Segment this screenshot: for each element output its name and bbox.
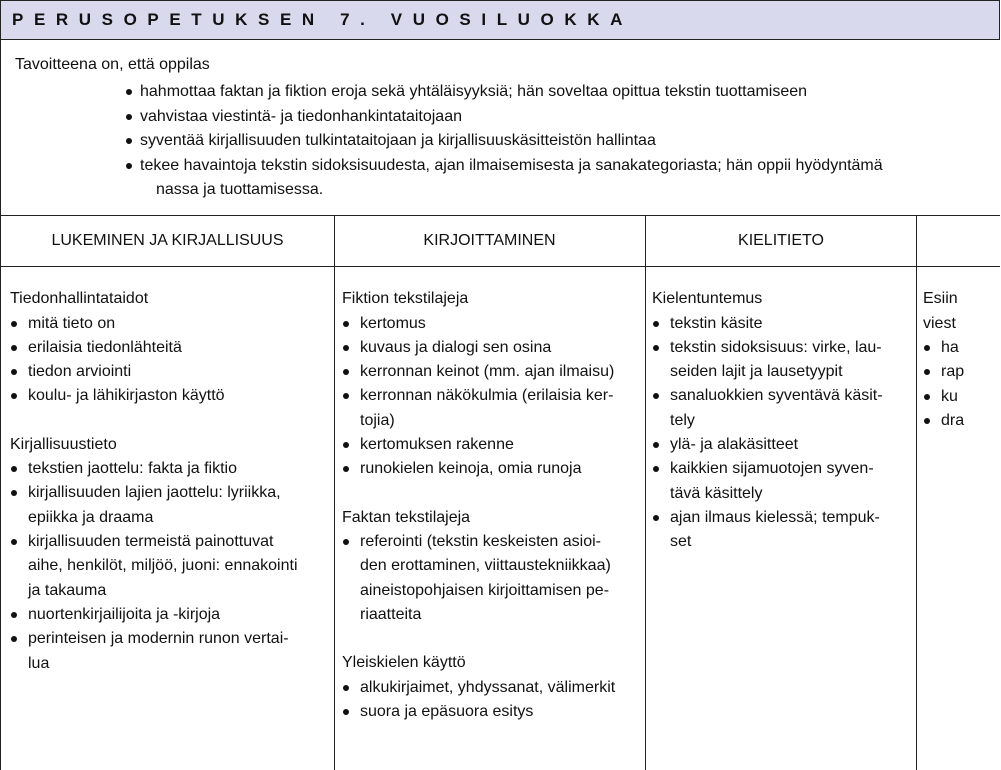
bullet-icon	[924, 418, 930, 424]
list-item: sanaluokkien syventävä käsit- tely	[652, 384, 914, 433]
bullet-icon	[924, 394, 930, 400]
goals-section	[0, 40, 1000, 216]
bullet-icon	[653, 466, 659, 472]
bullet-icon	[11, 612, 17, 618]
list-item: rap	[923, 360, 993, 384]
item-list	[342, 676, 642, 725]
list-item: ha	[923, 336, 993, 360]
section-title: viest	[923, 314, 956, 332]
section-title: Yleiskielen käyttö	[342, 654, 466, 672]
writing-column	[342, 287, 642, 724]
list-item: referointi (tekstin keskeisten asioi- den erottaminen, viittaustekniikkaa) aineistopohjaisen kirjoittamisen pe- riaatteita	[342, 530, 642, 627]
list-item: mitä tieto on	[10, 312, 332, 336]
goal-list	[124, 80, 883, 203]
bullet-icon	[11, 393, 17, 399]
column-header-speaking	[917, 216, 1001, 266]
bullet-icon	[343, 321, 349, 327]
list-item: dra	[923, 409, 993, 433]
list-item: nuortenkirjailijoita ja -kirjoja	[10, 603, 332, 627]
list-item: suora ja epäsuora esitys	[342, 700, 642, 724]
item-list	[923, 336, 993, 433]
list-item: runokielen keinoja, omia runoja	[342, 457, 642, 481]
goal-item: hahmottaa faktan ja fiktion eroja sekä yhtäläisyyksiä; hän soveltaa opittua tekstin tuottamiseen	[124, 80, 883, 105]
item-list	[10, 457, 332, 676]
bullet-icon	[343, 709, 349, 715]
bullet-icon	[126, 138, 132, 144]
bullet-icon	[343, 345, 349, 351]
goal-item: vahvistaa viestintä- ja tiedonhankintataitojaan	[124, 105, 883, 130]
column-headers	[0, 216, 1000, 267]
bullet-icon	[126, 114, 132, 120]
column-header-language: KIELITIETO	[738, 232, 824, 249]
bullet-icon	[653, 393, 659, 399]
list-item: kaikkien sijamuotojen syven- tävä käsittely	[652, 457, 914, 506]
list-item: kertomus	[342, 312, 642, 336]
bullet-icon	[343, 466, 349, 472]
bullet-icon	[126, 163, 132, 169]
bullet-icon	[653, 515, 659, 521]
list-item: ku	[923, 385, 993, 409]
bullet-icon	[653, 345, 659, 351]
list-item: kertomuksen rakenne	[342, 433, 642, 457]
list-item: perinteisen ja modernin runon vertai- lua	[10, 627, 332, 676]
list-item: ajan ilmaus kielessä; tempuk- set	[652, 506, 914, 555]
bullet-icon	[653, 442, 659, 448]
reading-column	[10, 287, 332, 676]
goal-item: tekee havaintoja tekstin sidoksisuudesta, ajan ilmaisemisesta ja sanakategoriasta; hän oppii hyödyntämä nassa ja tuottamisessa.	[124, 154, 883, 203]
column-divider	[645, 216, 646, 266]
list-item: tiedon arviointi	[10, 360, 332, 384]
column-header-reading: LUKEMINEN JA KIRJALLISUUS	[51, 232, 284, 249]
bullet-icon	[11, 466, 17, 472]
list-item: tekstin sidoksisuus: virke, lau- seiden lajit ja lausetyypit	[652, 336, 914, 385]
item-list	[10, 312, 332, 409]
list-item: kirjallisuuden lajien jaottelu: lyriikka, epiikka ja draama	[10, 481, 332, 530]
list-item: ylä- ja alakäsitteet	[652, 433, 914, 457]
item-list	[342, 530, 642, 627]
item-list	[652, 312, 914, 555]
bullet-icon	[343, 685, 349, 691]
list-item: kuvaus ja dialogi sen osina	[342, 336, 642, 360]
column-header-writing: KIRJOITTAMINEN	[423, 232, 556, 249]
bullet-icon	[343, 442, 349, 448]
list-item: tekstien jaottelu: fakta ja fiktio	[10, 457, 332, 481]
page-title: PERUSOPETUKSEN 7. VUOSILUOKKA	[12, 10, 634, 29]
bullet-icon	[11, 321, 17, 327]
bullet-icon	[653, 321, 659, 327]
list-item: alkukirjaimet, yhdyssanat, välimerkit	[342, 676, 642, 700]
bullet-icon	[11, 636, 17, 642]
column-divider	[916, 216, 917, 266]
list-item: tekstin käsite	[652, 312, 914, 336]
bullet-icon	[11, 539, 17, 545]
column-divider	[645, 267, 646, 770]
column-divider	[334, 267, 335, 770]
section-title: Tiedonhallintataidot	[10, 290, 149, 307]
language-column	[652, 287, 914, 554]
list-item: kirjallisuuden termeistä painottuvat aihe, henkilöt, miljöö, juoni: ennakointi ja takauma	[10, 530, 332, 603]
bullet-icon	[11, 345, 17, 351]
section-title: Kirjallisuustieto	[10, 435, 117, 453]
bullet-icon	[924, 345, 930, 351]
bullet-icon	[343, 393, 349, 399]
title-bar	[0, 0, 1000, 40]
bullet-icon	[343, 369, 349, 375]
column-divider	[916, 267, 917, 770]
section-title: Faktan tekstilajeja	[342, 508, 471, 526]
bullet-icon	[343, 539, 349, 545]
column-divider	[334, 216, 335, 266]
list-item: erilaisia tiedonlähteitä	[10, 336, 332, 360]
bullet-icon	[11, 490, 17, 496]
goals-intro: Tavoitteena on, että oppilas	[15, 56, 210, 73]
bullet-icon	[11, 369, 17, 375]
section-title: Esiin	[923, 290, 958, 307]
list-item: kerronnan keinot (mm. ajan ilmaisu)	[342, 360, 642, 384]
goal-item: syventää kirjallisuuden tulkintataitojaan ja kirjallisuuskäsitteistön hallintaa	[124, 129, 883, 154]
content-area	[0, 267, 1000, 770]
speaking-column	[923, 287, 993, 433]
list-item: koulu- ja lähikirjaston käyttö	[10, 384, 332, 408]
list-item: kerronnan näkökulmia (erilaisia ker- tojia)	[342, 384, 642, 433]
bullet-icon	[126, 89, 132, 95]
section-title: Fiktion tekstilajeja	[342, 290, 469, 307]
section-title: Kielentuntemus	[652, 290, 763, 307]
item-list	[342, 312, 642, 482]
bullet-icon	[924, 369, 930, 375]
